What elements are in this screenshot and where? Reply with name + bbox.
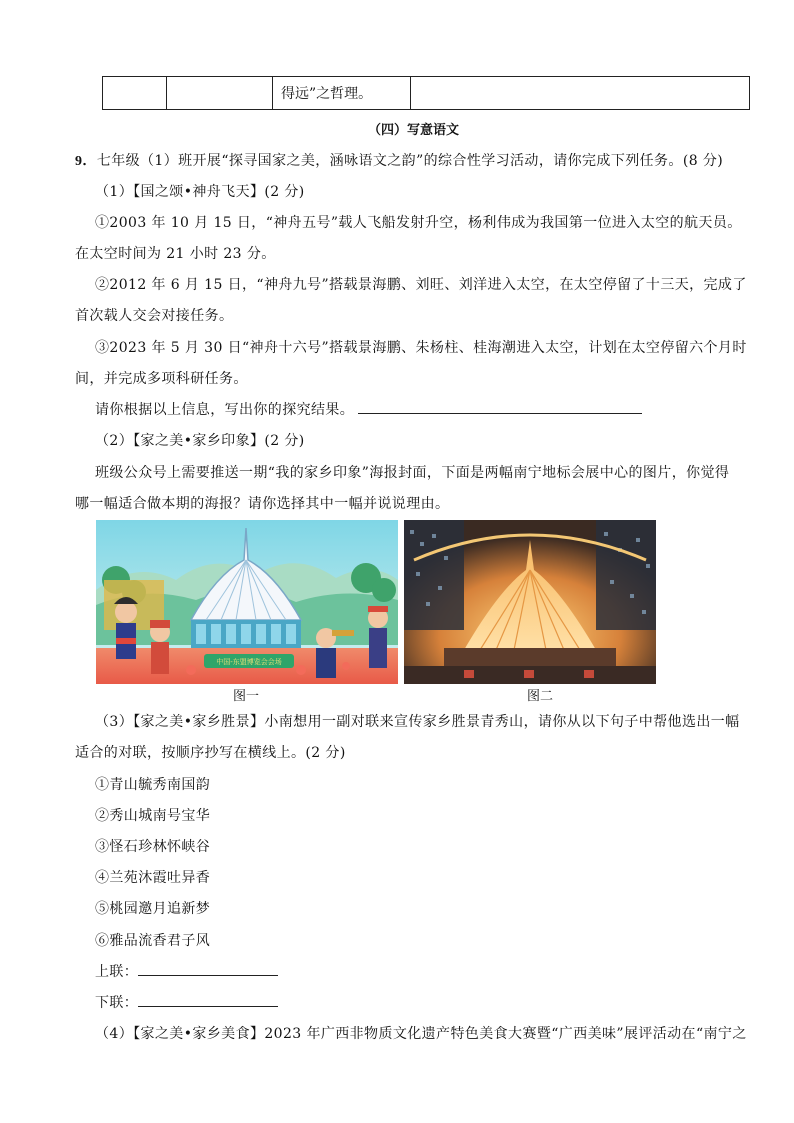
section-heading: （四）写意语文 bbox=[368, 123, 460, 138]
part-3-title-cont: 适合的对联，按顺序抄写在横线上。(2 分) bbox=[75, 745, 346, 761]
night-expo-center-image bbox=[404, 520, 656, 684]
prompt-text: 请你根据以上信息，写出你的探究结果。 bbox=[95, 402, 355, 418]
part-1-item-1-cont: 在太空时间为 21 小时 23 分。 bbox=[75, 246, 276, 262]
part-3-title: （3）【家之美•家乡胜景】小南想用一副对联来宣传家乡胜景青秀山，请你从以下句子中帮他选出一幅 bbox=[95, 714, 740, 730]
part-1-item-2: ②2012 年 6 月 15 日，“神舟九号”搭载景海鹏、刘旺、刘洋进入太空，在太空停留了十三天，完成了 bbox=[95, 277, 747, 293]
table-cell bbox=[103, 77, 167, 110]
character-mid-left bbox=[150, 620, 170, 674]
answer-line[interactable] bbox=[358, 399, 642, 414]
upper-couplet-row bbox=[95, 961, 278, 981]
part-4-title: （4）【家之美•家乡美食】2023 年广西非物质文化遗产特色美食大赛暨“广西美味”展评活动在“南宁之 bbox=[95, 1026, 747, 1042]
table-cell: 得远”之哲理。 bbox=[273, 77, 411, 110]
part-1-item-3: ③2023 年 5 月 30 日“神舟十六号”搭载景海鹏、朱杨柱、桂海潮进入太空，计划在太空停留六个月时 bbox=[95, 340, 747, 356]
couplet-option-1: ①青山毓秀南国韵 bbox=[95, 777, 211, 793]
sign-text: 中国-东盟博览会会场 bbox=[216, 658, 282, 666]
part-1-item-2-cont: 首次载人交会对接任务。 bbox=[75, 308, 234, 324]
part-2-text-cont: 哪一幅适合做本期的海报？请你选择其中一幅并说说理由。 bbox=[75, 496, 450, 512]
figure-1-caption: 图一 bbox=[233, 689, 260, 704]
part-1-item-3-cont: 间，并完成多项科研任务。 bbox=[75, 371, 248, 387]
upper-couplet-label: 上联： bbox=[95, 964, 139, 980]
illustrated-expo-center-image bbox=[96, 520, 398, 684]
couplet-option-4: ④兰苑沐霞吐异香 bbox=[95, 870, 211, 886]
part-1-title: （1）【国之颂•神舟飞天】(2 分) bbox=[95, 184, 305, 200]
part-1-item-1: ①2003 年 10 月 15 日，“神舟五号”载人飞船发射升空，杨利伟成为我国第一位进入太空的航天员。 bbox=[95, 215, 742, 231]
lower-couplet-label: 下联： bbox=[95, 995, 139, 1011]
part-1-prompt bbox=[95, 399, 642, 419]
lower-couplet-blank[interactable] bbox=[138, 992, 278, 1007]
image-figure-2 bbox=[404, 520, 656, 684]
part-2-title: （2）【家之美•家乡印象】(2 分) bbox=[95, 433, 305, 449]
figure-2-caption: 图二 bbox=[527, 689, 554, 704]
question-number: 9． bbox=[75, 154, 97, 169]
character-left bbox=[114, 597, 138, 659]
question-intro-text: 七年级（1）班开展“探寻国家之美，涵咏语文之韵”的综合性学习活动，请你完成下列任务。(8 分) bbox=[96, 153, 724, 169]
couplet-option-3: ③怪石珍林怀峡谷 bbox=[95, 839, 211, 855]
upper-couplet-blank[interactable] bbox=[138, 961, 278, 976]
question-9-intro bbox=[75, 150, 723, 170]
couplet-option-2: ②秀山城南号宝华 bbox=[95, 808, 211, 824]
table-row bbox=[103, 77, 750, 110]
part-2-text: 班级公众号上需要推送一期“我的家乡印象”海报封面，下面是两幅南宁地标会展中心的图片，你觉得 bbox=[95, 465, 730, 481]
table-cell bbox=[167, 77, 273, 110]
character-right bbox=[368, 606, 388, 668]
couplet-option-5: ⑤桃园邀月追新梦 bbox=[95, 901, 211, 917]
table-cell bbox=[411, 77, 750, 110]
couplet-option-6: ⑥雅品流香君子风 bbox=[95, 933, 211, 949]
image-figure-1 bbox=[96, 520, 398, 684]
lower-couplet-row bbox=[95, 992, 278, 1012]
answer-table bbox=[102, 76, 750, 110]
